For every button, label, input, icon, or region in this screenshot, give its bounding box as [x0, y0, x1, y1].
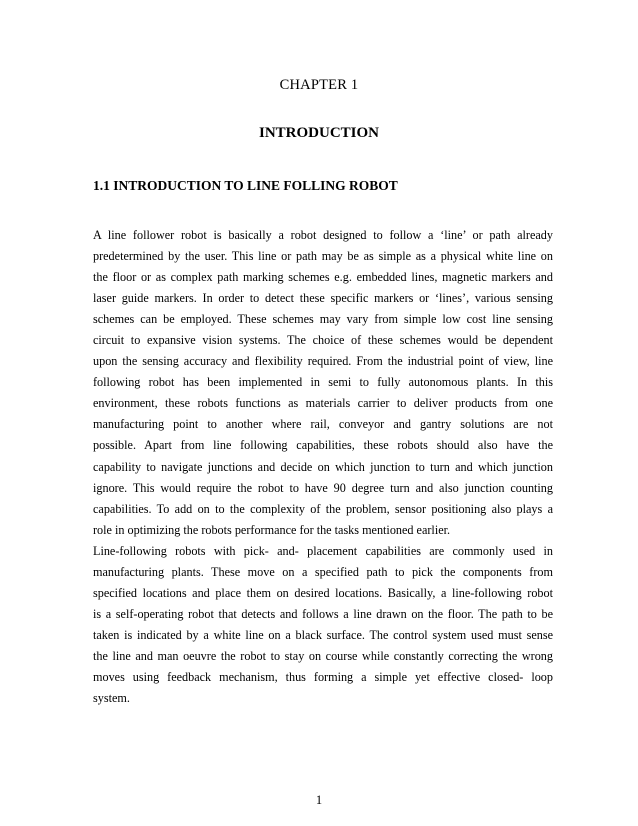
chapter-label-text: CHAPTER 1	[279, 77, 359, 93]
body-line: capabilities. To add on to the complexity of the problem, sensor positioning also plays a	[93, 501, 553, 516]
body-line: moves using feedback mechanism, thus forming a simple yet effective closed- loop	[93, 669, 553, 684]
body-line: the line and man oeuvre the robot to stay on course while constantly correcting the wrong	[93, 648, 553, 663]
body-line: predetermined by the user. This line or path may be as simple as a physical white line on	[93, 249, 553, 264]
body-line: system.	[93, 691, 130, 706]
body-line: manufacturing plants. These move on a specified path to pick the components from	[93, 564, 553, 579]
body-line: ignore. This would require the robot to have 90 degree turn and also junction counting	[93, 480, 553, 495]
body-line: specified locations and place them on desired locations. Basically, a line-following robot	[93, 585, 553, 600]
body-line: A line follower robot is basically a robot designed to follow a ‘line’ or path already	[93, 228, 553, 242]
body-line: upon the sensing accuracy and flexibility required. From the industrial point of view, line	[93, 354, 553, 369]
body-line: capability to navigate junctions and decide on which junction to turn and which junction	[93, 459, 553, 474]
body-text	[93, 225, 553, 709]
body-line: role in optimizing the robots performance for the tasks mentioned earlier.	[93, 522, 451, 537]
body-line: following robot has been implemented in semi to fully autonomous plants. In this	[93, 375, 553, 390]
body-line: environment, these robots functions as materials carrier to deliver products from one	[93, 396, 553, 411]
body-line: circuit to expansive vision systems. The choice of these schemes would be dependent	[93, 333, 553, 348]
section-heading: 1.1 INTRODUCTION TO LINE FOLLING ROBOT	[93, 178, 398, 193]
page-number: 1	[315, 793, 323, 807]
body-line: taken is indicated by a white line on a black surface. The control system used must sense	[93, 627, 553, 642]
body-line: is a self-operating robot that detects and follows a line drawn on the floor. The path to be	[93, 606, 553, 621]
body-line: Line-following robots with pick- and- placement capabilities are commonly used in	[93, 543, 553, 558]
body-line: laser guide markers. In order to detect these specific markers or ‘lines’, various sensing	[93, 291, 553, 306]
page-title: INTRODUCTION	[258, 125, 379, 141]
body-line: possible. Apart from line following capabilities, these robots should also have the	[93, 438, 553, 453]
chapter-label	[0, 77, 638, 94]
body-line: schemes can be employed. These schemes may vary from simple low cost line sensing	[93, 312, 553, 327]
body-line: the floor or as complex path marking schemes e.g. embedded lines, magnetic markers and	[93, 270, 553, 285]
body-line: manufacturing point to another where rail, conveyor and gantry solutions are not	[93, 417, 553, 432]
